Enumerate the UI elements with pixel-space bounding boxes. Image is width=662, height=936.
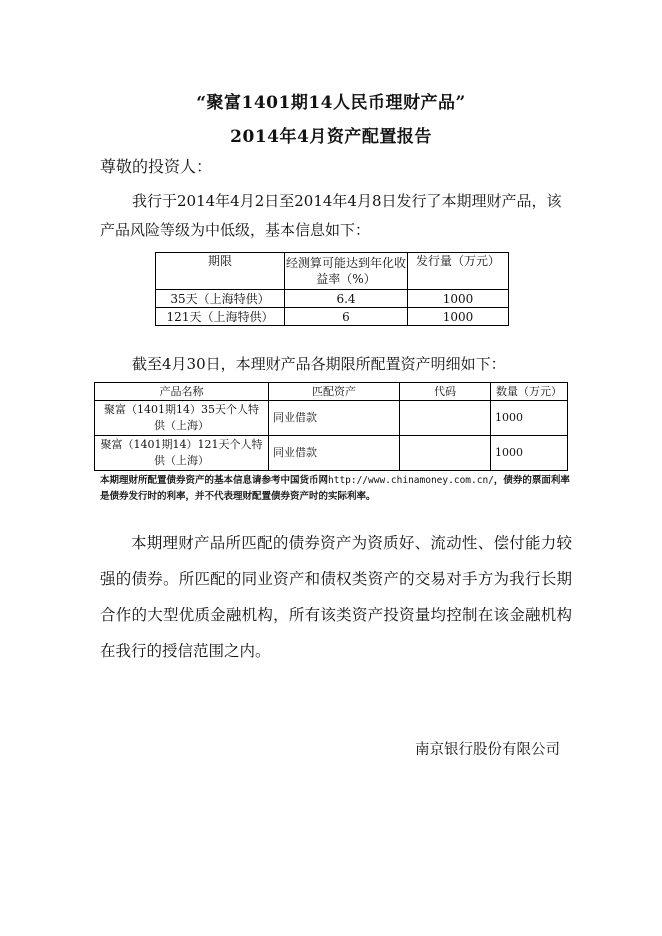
table-cell: 同业借款 (269, 436, 400, 471)
table-cell: 6 (285, 308, 408, 326)
report-subtitle: 2014年4月资产配置报告 (230, 127, 432, 147)
body-paragraph: 本期理财产品所匹配的债券资产为资质好、流动性、偿付能力较强的债券。所匹配的同业资产和债权类资产的交易对手方为我行长期合作的大型优质金融机构，所有该类资产投资量均控制在该金融机构在我行的授信范围之内。 (100, 534, 572, 660)
signature: 南京银行股份有限公司 (415, 742, 560, 758)
table-cell: 1000 (491, 401, 568, 436)
intro-paragraph: 我行于2014年4月2日至2014年4月8日发行了本期理财产品，该产品风险等级为中低级，基本信息如下： (100, 192, 562, 239)
table-row (156, 308, 509, 326)
table-header-row (95, 383, 568, 401)
footnote-prefix: 本期理财所配置债券资产的基本信息请参考中国货币网 (100, 475, 329, 486)
table-row (156, 290, 509, 308)
table-cell: 聚富（1401期14）121天个人特供（上海） (95, 436, 269, 471)
header-cell: 代码 (400, 383, 491, 401)
table-header-row (156, 253, 509, 290)
asset-detail-table (94, 382, 568, 471)
table-cell: 聚富（1401期14）35天个人特供（上海） (95, 401, 269, 436)
table-cell: 1000 (408, 290, 509, 308)
table-cell: 35天（上海特供） (156, 290, 285, 308)
table-cell: 同业借款 (269, 401, 400, 436)
header-cell: 产品名称 (95, 383, 269, 401)
table-row (95, 436, 568, 471)
table-row (95, 401, 568, 436)
footnote (100, 473, 572, 505)
footnote-suffix: ，债券的票面利率是债券发行时的利率，并不代表理财配置债券资产时的实际利率。 (100, 475, 570, 502)
table-cell: 6.4 (285, 290, 408, 308)
mid-paragraph: 截至4月30日，本理财产品各期限所配置资产明细如下： (132, 355, 506, 373)
header-cell: 匹配资产 (269, 383, 400, 401)
table-cell: 121天（上海特供） (156, 308, 285, 326)
salutation: 尊敬的投资人： (100, 157, 213, 176)
report-title: “聚富1401期14人民币理财产品” (196, 93, 466, 113)
header-cell: 经测算可能达到年化收益率（%） (285, 253, 408, 290)
footnote-url: http://www.chinamoney.com.cn/ (328, 475, 494, 486)
table-cell: 1000 (408, 308, 509, 326)
table-cell (400, 436, 491, 471)
header-cell: 期限 (156, 253, 285, 290)
header-cell: 数量（万元） (491, 383, 568, 401)
table-cell: 1000 (491, 436, 568, 471)
product-info-table (155, 252, 509, 326)
table-cell (400, 401, 491, 436)
header-cell: 发行量（万元） (408, 253, 509, 290)
